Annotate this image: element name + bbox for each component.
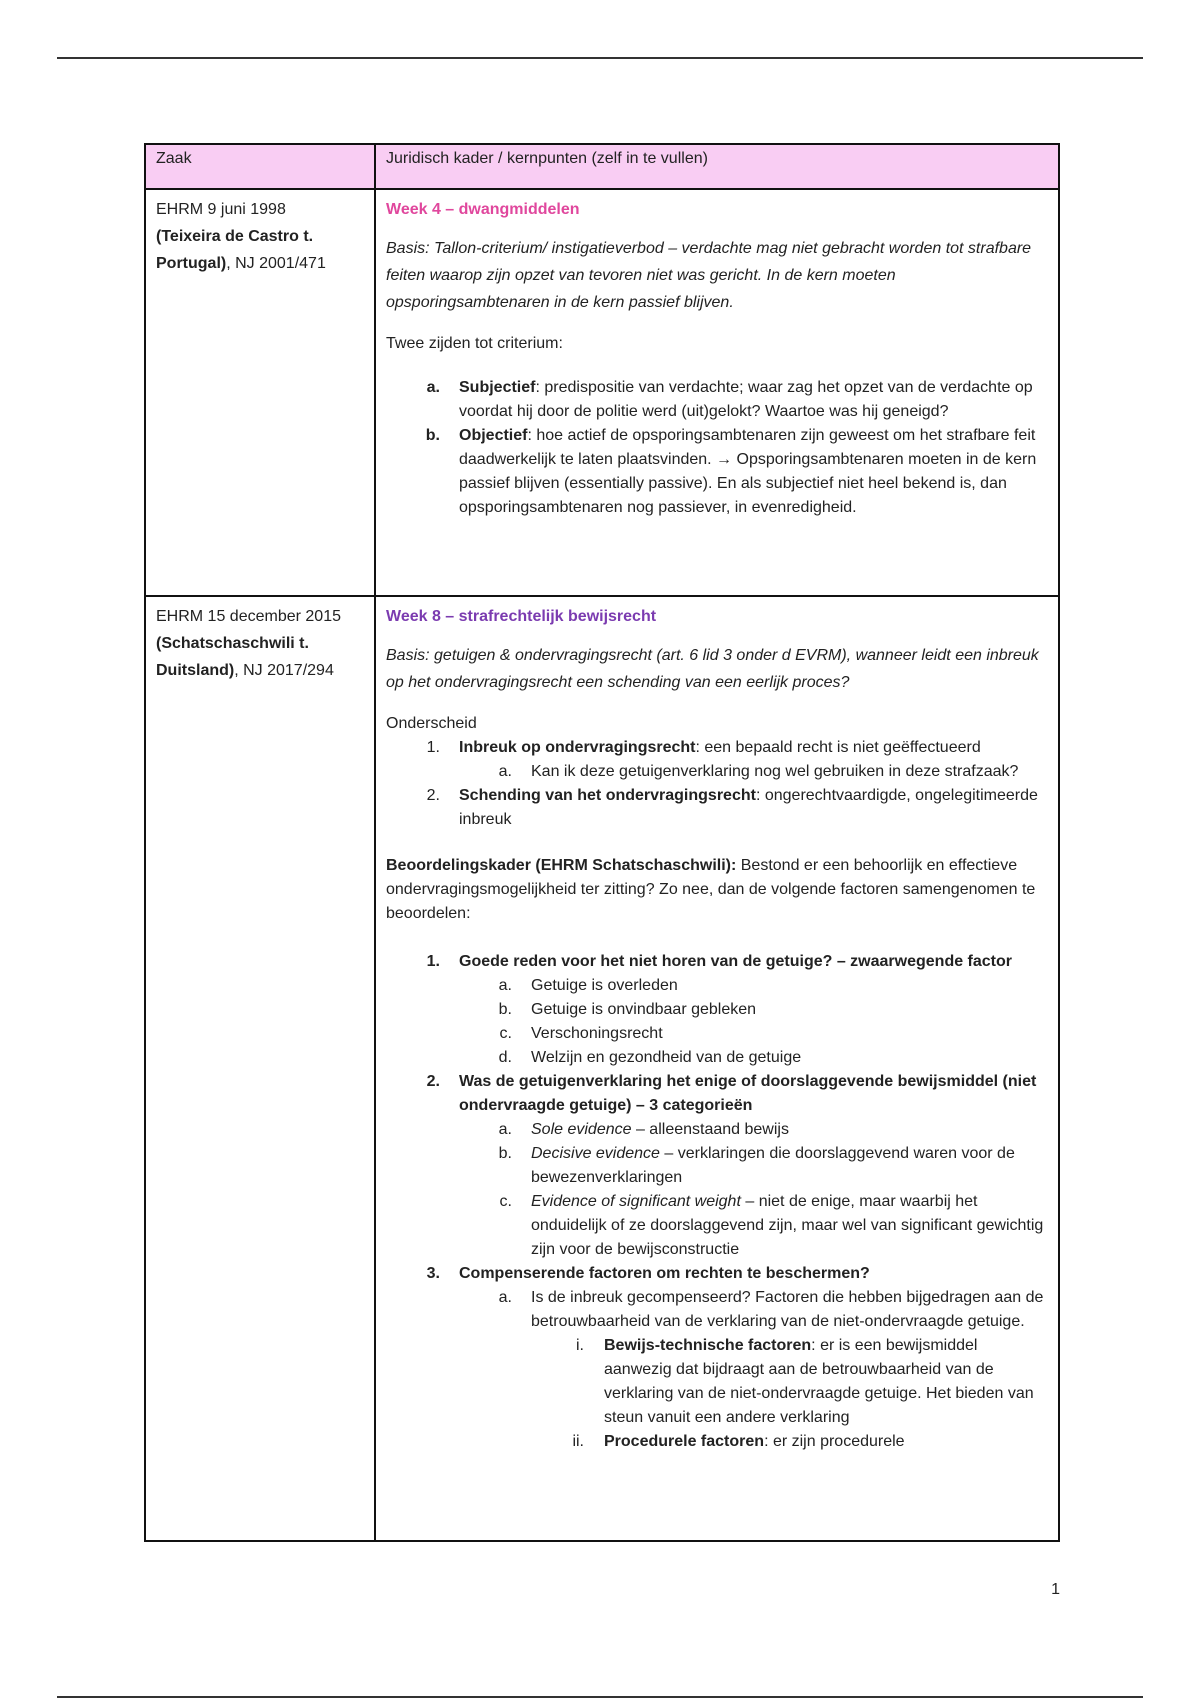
week-heading: Week 4 – dwangmiddelen <box>386 201 580 218</box>
case-name: (Schatschaschwili t. <box>156 635 309 652</box>
list-item: 1. Goede reden voor het niet horen van de getuige? – zwaarwegende factor a. Getuige is overleden b. Getuige is onvindbaar gebleken c. Verschoningsrecht d. Welzijn en gezondheid van de getuige <box>386 950 1048 1070</box>
list-item: c. Evidence of significant weight – niet de enige, maar waarbij het onduidelijk of ze doorslaggevend zijn, maar wel van significant gewichtig zijn voor de bewijsconstructie <box>499 1193 1044 1258</box>
list-item: c. Verschoningsrecht <box>499 1025 663 1042</box>
list-item: b. Getuige is onvindbaar gebleken <box>498 1001 757 1018</box>
case-court: EHRM 15 december 2015 <box>156 608 341 625</box>
list-item: b. Decisive evidence – verklaringen die doorslaggevend waren voor de bewezenverklaringen <box>498 1145 1015 1186</box>
list-item: a. Kan ik deze getuigenverklaring nog wel gebruiken in deze strafzaak? <box>498 763 1019 780</box>
distinction-list <box>386 736 1048 832</box>
list-item: 3. Compenserende factoren om rechten te beschermen? a. Is de inbreuk gecompenseerd? Factoren die hebben bijgedragen aan de betrouwbaarheid van de verklaring van de niet-ondervraagde getuige. i. Bewijs-technische factoren: er is een bewijsmiddel aanwezig dat bijdraagt aan de betrouwbaarheid van de verklaring van de niet-ondervraagde getuige. Het bieden van steun vanuit een andere verklaring ii. Procedurele factoren: er zijn procedurele <box>386 1262 1048 1454</box>
case-court: EHRM 9 juni 1998 <box>156 201 286 218</box>
onderscheid-label: Onderscheid <box>386 715 477 732</box>
criteria-list <box>386 376 1048 520</box>
case-ref: , NJ 2017/294 <box>234 662 334 679</box>
basis-text: Basis: Tallon-criterium/ instigatieverbod – verdachte mag niet gebracht worden tot strafbare feiten waarop zijn opzet van tevoren niet was gericht. In de kern moeten opsporingsambtenaren in de kern passief blijven. <box>386 240 1032 311</box>
list-item: i. Bewijs-technische factoren: er is een bewijsmiddel aanwezig dat bijdraagt aan de betrouwbaarheid van de verklaring van de niet-ondervraagde getuige. Het bieden van steun vanuit een andere verklaring <box>576 1337 1034 1426</box>
list-item: 2. Was de getuigenverklaring het enige of doorslaggevende bewijsmiddel (niet ondervraagde getuige) – 3 categorieën a. Sole evidence – alleenstaand bewijs b. Decisive evidence – verklaringen die doorslaggevend waren voor de bewezenverklaringen c. Evidence of significant weight – niet de enige, maar waarbij het onduidelijk of ze doorslaggevend zijn, maar wel van significant gewichtig zijn voor de bewijsconstructie <box>386 1070 1048 1262</box>
table-header-row <box>145 144 1059 189</box>
table-row <box>145 596 1059 1541</box>
case-cell-schatschaschwili <box>145 596 375 1541</box>
list-item: a. Is de inbreuk gecompenseerd? Factoren die hebben bijgedragen aan de betrouwbaarheid van de verklaring van de niet-ondervraagde getuige. i. Bewijs-technische factoren: er is een bewijsmiddel aanwezig dat bijdraagt aan de betrouwbaarheid van de verklaring van de niet-ondervraagde getuige. Het bieden van steun vanuit een andere verklaring ii. Procedurele factoren: er zijn procedurele <box>386 1286 1048 1454</box>
list-item: 2. Schending van het ondervragingsrecht: ongerechtvaardigde, ongelegitimeerde inbreuk <box>426 787 1038 828</box>
list-item: b. Objectief: hoe actief de opsporingsambtenaren zijn geweest om het strafbare feit daadwerkelijk te laten plaatsvinden. → Opsporingsambtenaren moeten in de kern passief blijven (essentially passive). En als subjectief niet heel bekend is, dan opsporingsambtenaren nog passiever, in evenredigheid. <box>425 427 1037 516</box>
list-item: a. Sole evidence – alleenstaand bewijs <box>498 1121 789 1138</box>
header-case: Zaak <box>145 144 375 189</box>
list-item: 1. Inbreuk op ondervragingsrecht: een bepaald recht is niet geëffectueerd a. Kan ik deze getuigenverklaring nog wel gebruiken in deze strafzaak? <box>386 736 1048 784</box>
framework-paragraph: Beoordelingskader (EHRM Schatschaschwili): Bestond er een behoorlijk en effectieve ondervragingsmogelijkheid ter zitting? Zo nee, dan de volgende factoren samengenomen te beoordelen: <box>386 857 1036 922</box>
header-framework: Juridisch kader / kernpunten (zelf in te vullen) <box>375 144 1059 189</box>
footer-rule <box>57 1696 1143 1698</box>
week-heading: Week 8 – strafrechtelijk bewijsrecht <box>386 608 657 625</box>
list-item: d. Welzijn en gezondheid van de getuige <box>498 1049 802 1066</box>
case-name-cont: Portugal) <box>156 255 227 272</box>
table-row <box>145 189 1059 596</box>
framework-cell-week4 <box>375 189 1059 596</box>
list-item: a. Subjectief: predispositie van verdachte; waar zag het opzet van de verdachte op voordat hij door de politie werd (uit)gelokt? Waartoe was hij geneigd? <box>426 379 1033 420</box>
framework-cell-week8 <box>375 596 1059 1541</box>
factors-list <box>386 950 1048 1454</box>
case-cell-teixeira <box>145 189 375 596</box>
case-name: (Teixeira de Castro t. <box>156 228 314 245</box>
case-ref: , NJ 2001/471 <box>226 255 326 272</box>
case-name-cont: Duitsland) <box>156 662 235 679</box>
case-table <box>144 143 1060 1542</box>
header-rule <box>57 57 1143 59</box>
list-item: ii. Procedurele factoren: er zijn procedurele <box>572 1433 905 1450</box>
list-item: a. Getuige is overleden <box>498 977 678 994</box>
basis-text: Basis: getuigen & ondervragingsrecht (art. 6 lid 3 onder d EVRM), wanneer leidt een inbreuk op het ondervragingsrecht een schending van een eerlijk proces? <box>386 647 1039 691</box>
page-number: 1 <box>1051 1581 1060 1598</box>
intro-text: Twee zijden tot criterium: <box>386 335 563 352</box>
